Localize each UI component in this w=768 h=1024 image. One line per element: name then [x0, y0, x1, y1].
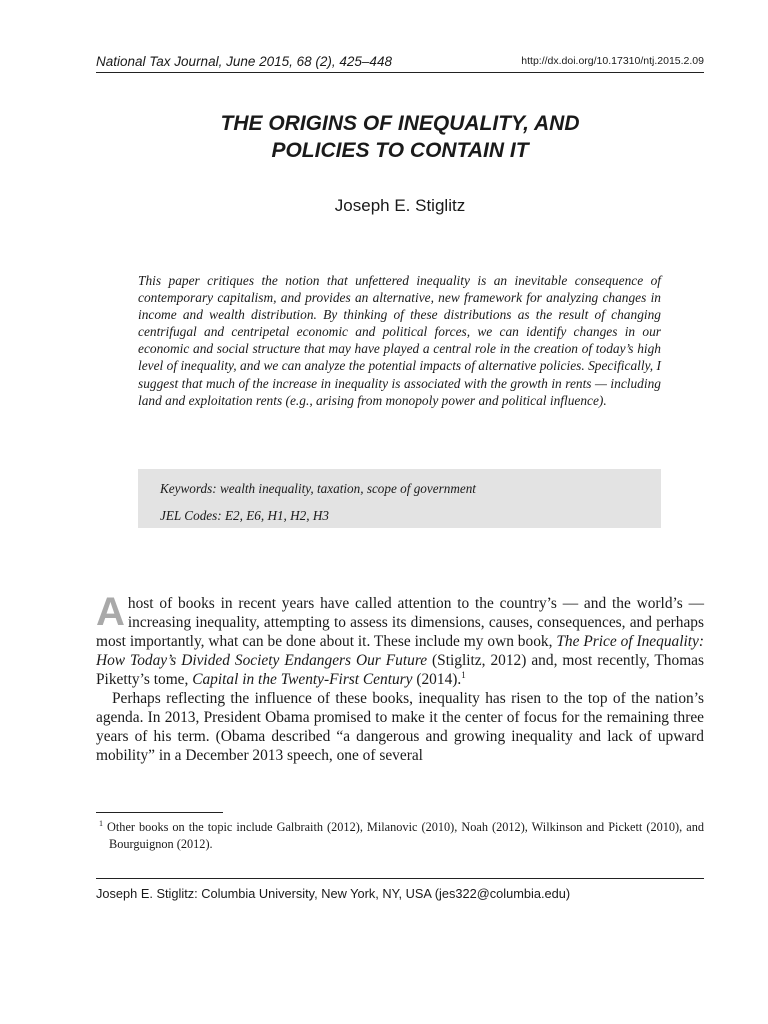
body-text: [96, 590, 705, 765]
footnote-1: [96, 819, 704, 852]
author-affiliation: Joseph E. Stiglitz: Columbia University, New York, NY, USA (jes322@columbia.edu): [96, 886, 571, 901]
footnote-divider: [96, 812, 223, 813]
paragraph-1-text-b: (Stiglitz, 2012) and, most recently, Thomas Piketty’s tome,: [96, 652, 704, 688]
drop-cap: A: [96, 590, 125, 634]
jel-codes-line: JEL Codes: E2, E6, H1, H2, H3: [160, 508, 329, 523]
footnote-number: 1: [99, 818, 103, 828]
footnote-reference-1[interactable]: 1: [461, 669, 466, 680]
book-title-capital: Capital in the Twenty-First Century: [192, 671, 413, 688]
journal-citation: National Tax Journal, June 2015, 68 (2), 425–448: [96, 54, 392, 69]
book-title-price-of-inequality: The Price of Inequality: How Today’s Divided Society Endangers Our Future: [96, 633, 705, 669]
running-head: [96, 52, 704, 73]
paragraph-2: Perhaps reflecting the influence of these books, inequality has risen to the top of the nation’s agenda. In 2013, President Obama promised to make it the center of focus for the remaining three years of his term. (Obama described “a dangerous and growing inequality and lack of upward mobility” in a December 2013 speech, one of several: [96, 690, 704, 764]
keywords-line: Keywords: wealth inequality, taxation, scope of government: [160, 481, 476, 496]
author-name: Joseph E. Stiglitz: [334, 196, 466, 215]
paragraph-1-text-a: host of books in recent years have called attention to the country’s — and the world’s — increasing inequality, attempting to assess its dimensions, causes, consequences, and perhaps most importantly, what can be done about it. These include my own book,: [96, 595, 704, 650]
title-line-1: THE ORIGINS OF INEQUALITY, AND: [220, 112, 580, 135]
keywords-box: [138, 469, 661, 528]
abstract: This paper critiques the notion that unfettered inequality is an inevitable consequence of contemporary capitalism, and provides an alternative, new framework for analyzing changes in income and wealth distribution. By thinking of these distributions as the result of changing centrifugal and centripetal economic and political forces, we can identify changes in our economic and social structure that may have played a central role in the creation of today’s high level of inequality, and we can analyze the potential impacts of alternative policies. Specifically, I suggest that much of the increase in inequality is associated with the growth in rents — including land and exploitation rents (e.g., arising from monopoly power and political influence).: [138, 273, 661, 408]
doi-link[interactable]: http://dx.doi.org/10.17310/ntj.2015.2.09: [521, 55, 704, 67]
title-line-2: POLICIES TO CONTAIN IT: [271, 139, 529, 162]
paragraph-1-text-c: (2014).: [412, 671, 462, 688]
footnote-text: Other books on the topic include Galbraith (2012), Milanovic (2010), Noah (2012), Wilkinson and Pickett (2010), and Bourguignon (2012).: [107, 820, 704, 851]
article-title: [96, 110, 704, 164]
affiliation-divider: [96, 878, 704, 879]
